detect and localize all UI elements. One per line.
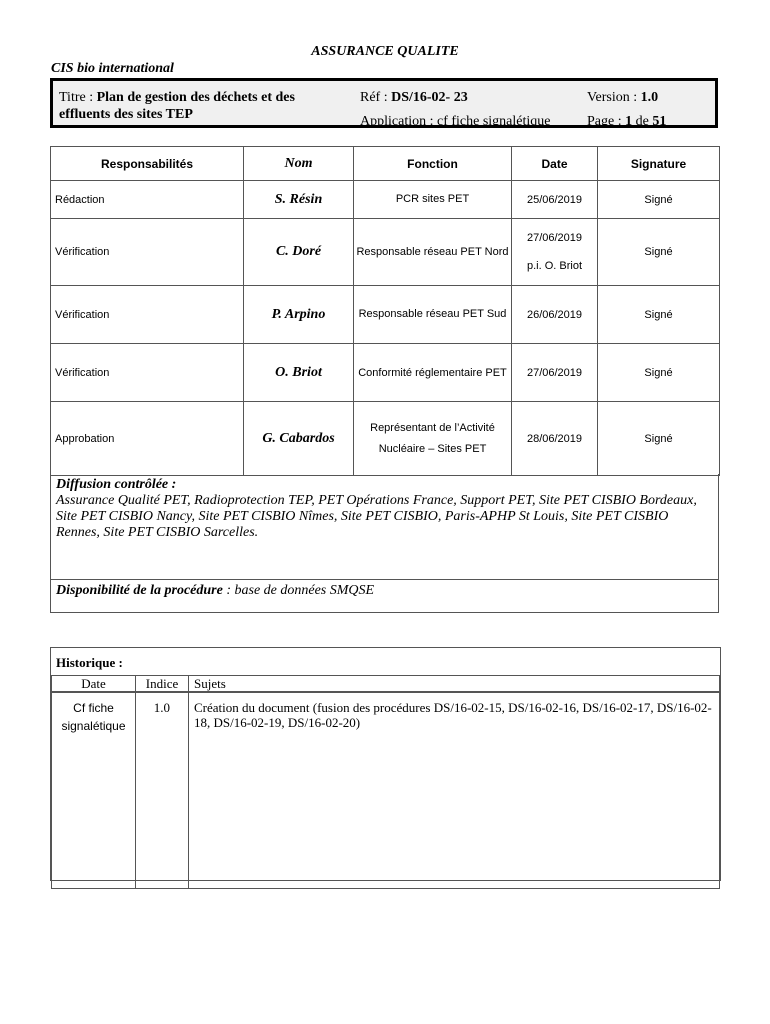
name-cell: S. Résin — [244, 181, 354, 219]
application-field: Application : cf fiche signalétique — [360, 114, 551, 129]
date-value: 27/06/2019 — [526, 232, 583, 244]
availability-section — [50, 579, 719, 613]
diffusion-list: Assurance Qualité PET, Radioprotection TEP, PET Opérations France, Support PET, Site PET CISBIO Bordeaux, Site PET CISBIO Nancy, Site PET CISBIO Nîmes, Site PET CISBIO, Paris-APHP St Louis, Site PET CISBIO Rennes, Site PET CISBIO Sarcelles. — [56, 493, 697, 540]
history-date-cell: Cf fiche signalétique — [52, 692, 136, 889]
signature-cell: Signé — [598, 181, 720, 219]
function-cell: Responsable réseau PET Sud — [354, 286, 512, 344]
date-cell — [512, 219, 598, 286]
diffusion-section — [50, 474, 719, 580]
table-row — [51, 344, 720, 402]
name-cell: O. Briot — [244, 344, 354, 402]
signature-cell: Signé — [598, 402, 720, 476]
col-header-name: Nom — [244, 147, 354, 181]
role-cell: Approbation — [51, 402, 244, 476]
ref-prefix: Réf : — [360, 90, 392, 105]
date-cell: 26/06/2019 — [512, 286, 598, 344]
document-heading: ASSURANCE QUALITE — [311, 44, 459, 59]
function-cell: Responsable réseau PET Nord — [354, 219, 512, 286]
availability-value: : base de données SMQSE — [222, 583, 375, 598]
role-cell: Vérification — [51, 219, 244, 286]
title-prefix: Titre : — [59, 90, 97, 105]
document-reference: DS/16-02- 23 — [391, 90, 468, 105]
availability-label: Disponibilité de la procédure — [56, 583, 223, 598]
col-header-role: Responsabilités — [51, 147, 244, 181]
table-row — [51, 286, 720, 344]
company-name: CIS bio international — [51, 61, 174, 76]
document-header-box — [50, 78, 718, 128]
reference-field — [360, 89, 468, 106]
function-cell: Représentant de l’Activité Nucléaire – Sites PET — [354, 402, 512, 476]
signature-cell: Signé — [598, 286, 720, 344]
table-row — [51, 219, 720, 286]
name-cell: P. Arpino — [244, 286, 354, 344]
document-title: Plan de gestion des déchets et des effluents des sites TEP — [59, 90, 295, 122]
history-subject-cell: Création du document (fusion des procédures DS/16-02-15, DS/16-02-16, DS/16-02-17, DS/16-02-18, DS/16-02-19, DS/16-02-20) — [189, 692, 720, 889]
page-of: de — [632, 114, 653, 129]
table-row — [51, 402, 720, 476]
col-header-date: Date — [512, 147, 598, 181]
page-field — [587, 113, 666, 130]
date-cell: 28/06/2019 — [512, 402, 598, 476]
role-cell: Vérification — [51, 286, 244, 344]
history-header-row — [52, 676, 720, 693]
col-header-signature: Signature — [598, 147, 720, 181]
history-col-date: Date — [52, 676, 136, 693]
history-index-cell: 1.0 — [136, 692, 189, 889]
history-table — [51, 675, 720, 889]
function-cell: PCR sites PET — [354, 181, 512, 219]
page-total: 51 — [652, 114, 667, 129]
role-cell: Rédaction — [51, 181, 244, 219]
page-prefix: Page : — [587, 114, 626, 129]
function-cell: Conformité réglementaire PET — [354, 344, 512, 402]
role-cell: Vérification — [51, 344, 244, 402]
history-row — [52, 692, 720, 889]
responsibilities-table — [50, 146, 720, 476]
signature-cell: Signé — [598, 219, 720, 286]
signature-cell: Signé — [598, 344, 720, 402]
date-note: p.i. O. Briot — [526, 260, 583, 272]
title-field — [59, 89, 349, 123]
table-row — [51, 181, 720, 219]
history-col-index: Indice — [136, 676, 189, 693]
date-cell: 27/06/2019 — [512, 344, 598, 402]
version-prefix: Version : — [587, 90, 641, 105]
col-header-function: Fonction — [354, 147, 512, 181]
history-section — [50, 647, 721, 881]
page-current: 1 — [625, 114, 633, 129]
diffusion-label: Diffusion contrôlée : — [56, 477, 177, 492]
version-field — [587, 89, 658, 106]
history-col-subjects: Sujets — [189, 676, 720, 693]
date-cell: 25/06/2019 — [512, 181, 598, 219]
name-cell: G. Cabardos — [244, 402, 354, 476]
table-header-row — [51, 147, 720, 181]
history-title: Historique : — [56, 655, 123, 670]
document-version: 1.0 — [640, 90, 659, 105]
name-cell: C. Doré — [244, 219, 354, 286]
